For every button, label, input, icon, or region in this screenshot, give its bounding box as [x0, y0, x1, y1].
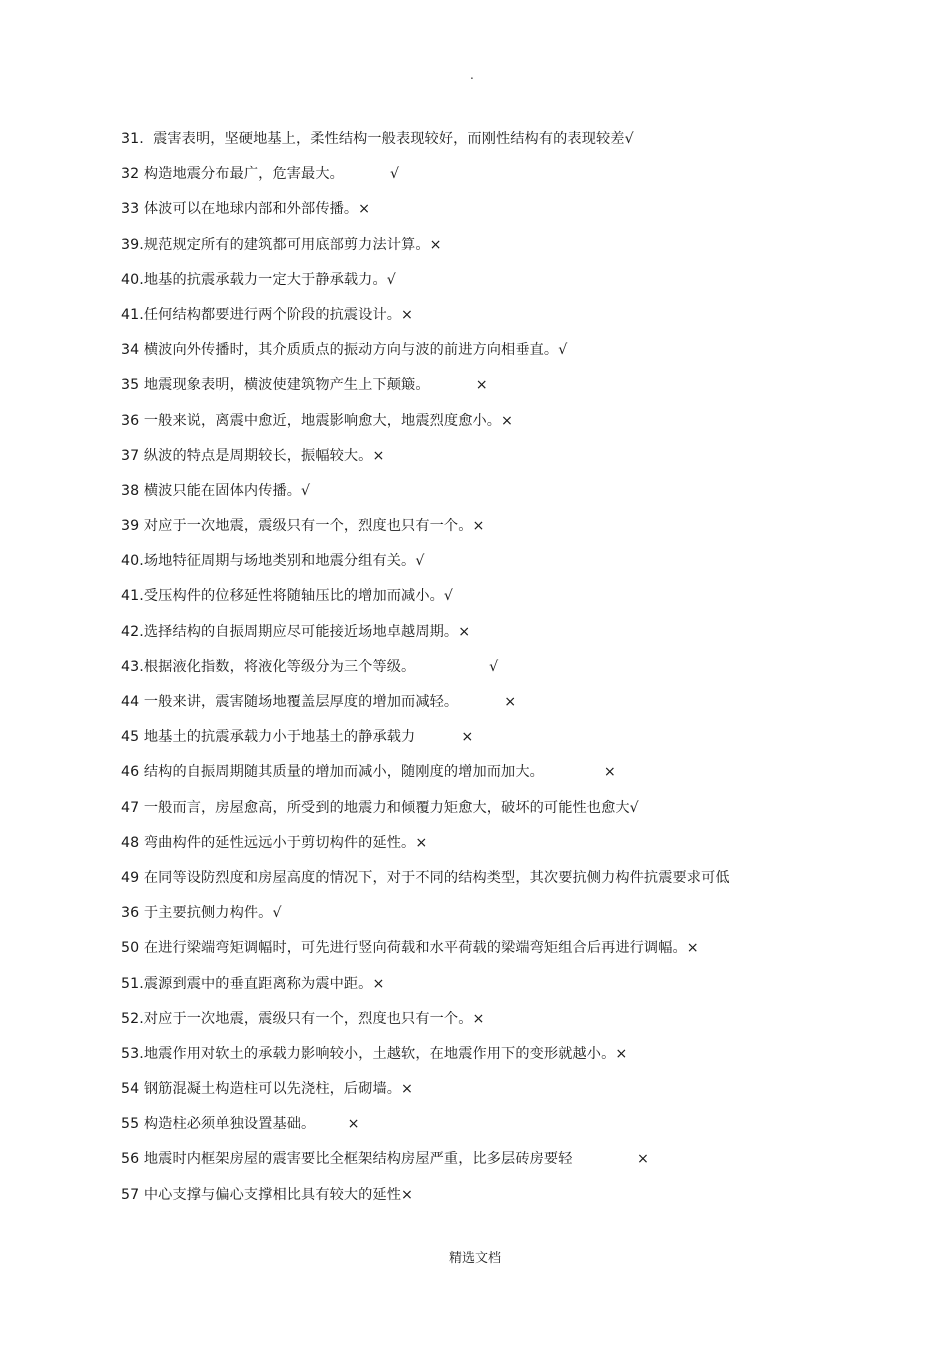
list-item: 36 于主要抗侧力构件。√	[121, 905, 282, 922]
list-item: 43.根据液化指数，将液化等级分为三个等级。 √	[121, 658, 499, 675]
list-item: 40.地基的抗震承载力一定大于静承载力。√	[121, 271, 396, 288]
list-item: 41.任何结构都要进行两个阶段的抗震设计。×	[121, 306, 414, 323]
list-item: 57 中心支撑与偏心支撑相比具有较大的延性×	[121, 1186, 414, 1203]
list-item: 37 纵波的特点是周期较长，振幅较大。×	[121, 447, 385, 464]
list-item: 50 在进行梁端弯矩调幅时，可先进行竖向荷载和水平荷载的梁端弯矩组合后再进行调幅。×	[121, 940, 699, 957]
header-mark: .	[470, 68, 474, 82]
list-item: 56 地震时内框架房屋的震害要比全框架结构房屋严重，比多层砖房要轻 ×	[121, 1151, 650, 1168]
list-item: 33 体波可以在地球内部和外部传播。×	[121, 201, 371, 218]
list-item: 45 地基土的抗震承载力小于地基土的静承载力 ×	[121, 729, 474, 746]
list-item: 34 横波向外传播时，其介质质点的振动方向与波的前进方向相垂直。√	[121, 342, 568, 359]
list-item: 35 地震现象表明，横波使建筑物产生上下颠簸。 ×	[121, 377, 488, 394]
list-item: 31. 震害表明，坚硬地基上，柔性结构一般表现较好，而刚性结构有的表现较差√	[121, 131, 634, 147]
list-item: 41.受压构件的位移延性将随轴压比的增加而减小。√	[121, 588, 454, 605]
list-item: 38 横波只能在固体内传播。√	[121, 482, 311, 499]
list-item: 39.规范规定所有的建筑都可用底部剪力法计算。×	[121, 236, 442, 253]
list-item: 54 钢筋混凝土构造柱可以先浇柱，后砌墙。×	[121, 1081, 414, 1098]
list-item: 36 一般来说，离震中愈近，地震影响愈大，地震烈度愈小。×	[121, 412, 514, 429]
list-item: 46 结构的自振周期随其质量的增加而减小，随刚度的增加而加大。 ×	[121, 764, 616, 781]
list-item: 48 弯曲构件的延性远远小于剪切构件的延性。×	[121, 834, 428, 851]
list-item: 55 构造柱必须单独设置基础。 ×	[121, 1116, 360, 1133]
list-item: 53.地震作用对软土的承载力影响较小，土越软，在地震作用下的变形就越小。×	[121, 1045, 628, 1062]
list-item: 32 构造地震分布最广，危害最大。 √	[121, 166, 400, 183]
list-item: 44 一般来讲，震害随场地覆盖层厚度的增加而减轻。 ×	[121, 694, 517, 710]
page-footer: 精选文档	[448, 1251, 501, 1266]
list-item: 49 在同等设防烈度和房屋高度的情况下，对于不同的结构类型，其次要抗侧力构件抗震要求可低	[121, 869, 730, 886]
list-item: 47 一般而言，房屋愈高，所受到的地震力和倾覆力矩愈大，破坏的可能性也愈大√	[121, 799, 639, 816]
question-list	[121, 126, 821, 1217]
list-item: 39 对应于一次地震，震级只有一个，烈度也只有一个。×	[121, 518, 485, 535]
list-item: 51.震源到震中的垂直距离称为震中距。×	[121, 975, 385, 992]
list-item: 42.选择结构的自振周期应尽可能接近场地卓越周期。×	[121, 623, 471, 640]
list-item: 52.对应于一次地震，震级只有一个，烈度也只有一个。×	[121, 1010, 485, 1027]
list-item: 40.场地特征周期与场地类别和地震分组有关。√	[121, 553, 425, 570]
